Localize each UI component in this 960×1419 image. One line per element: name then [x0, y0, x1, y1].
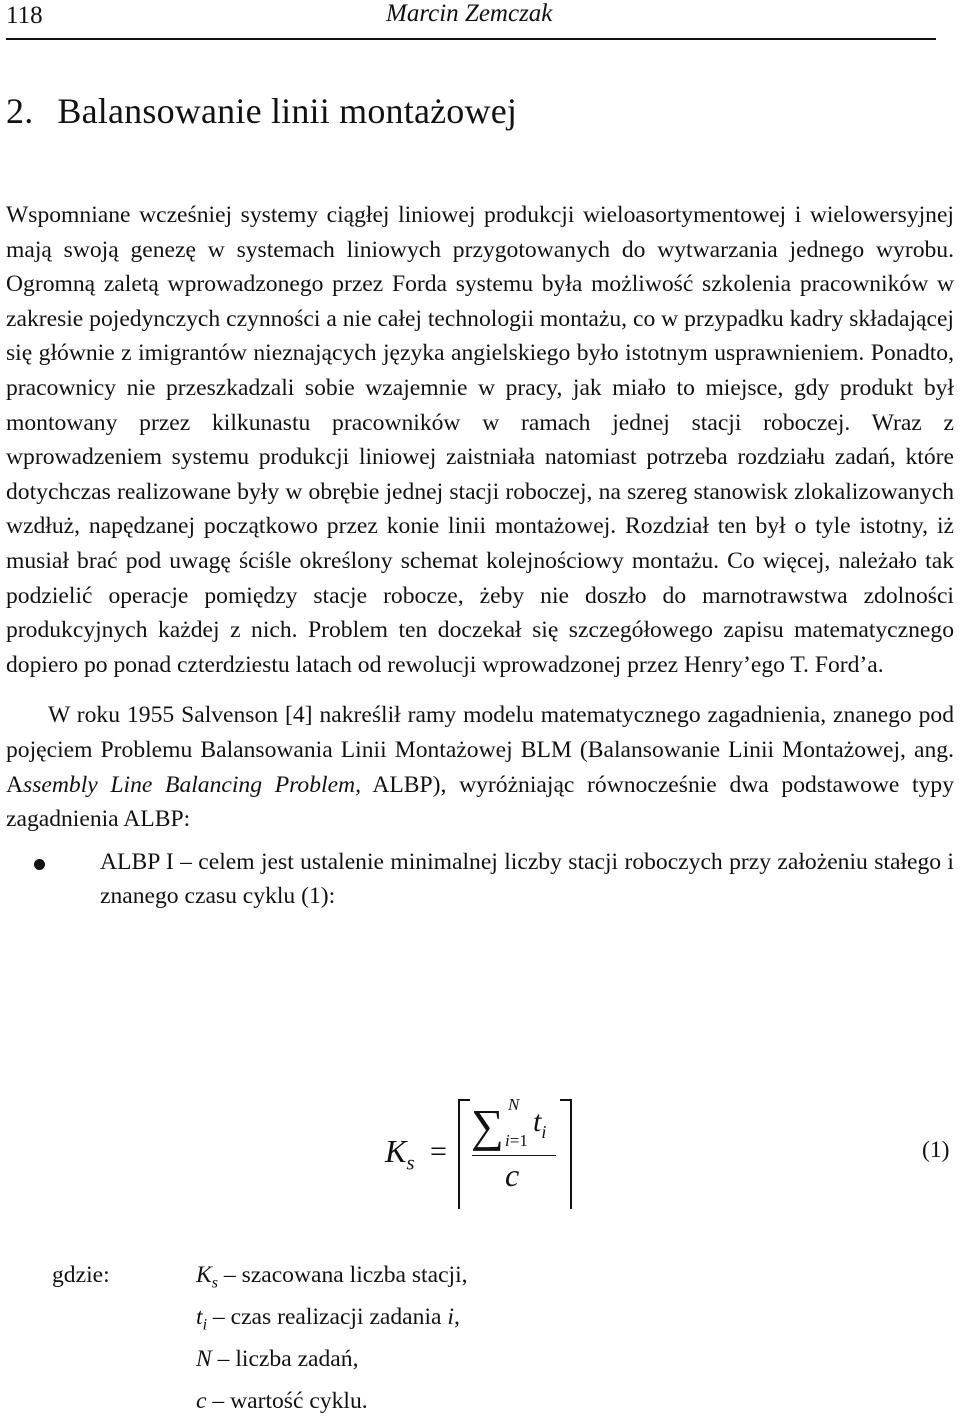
- sum-lower-limit: i=1: [505, 1131, 528, 1150]
- equation-1: [0, 1095, 960, 1215]
- sum-term: $t_i$: [533, 1105, 547, 1142]
- section-title-text: Balansowanie linii montażowej: [57, 91, 518, 131]
- running-header: [6, 0, 936, 40]
- section-number: 2.: [6, 91, 34, 131]
- page-number: 118: [6, 2, 43, 29]
- paragraph-2-italic: ssembly Line Balancing Problem,: [23, 771, 361, 798]
- equation-equals: =: [430, 1135, 447, 1168]
- legend-label: gdzie:: [52, 1262, 110, 1288]
- ceiling-bracket-left: [458, 1099, 470, 1209]
- paragraph-2-part1: W roku 1955 Salvenson [4] nakreślił ramy modelu matematycznego zagadnienia, znanego pod pojęciem Problemu Balansowania Linii Montażowej BLM (Balansowanie Linii Montażowej, ang. A: [6, 702, 954, 798]
- running-author: Marcin Zemczak: [386, 0, 553, 27]
- legend-row: $t_i$ – czas realizacji zadania i,: [196, 1304, 460, 1334]
- bullet-text: ALBP I – celem jest ustalenie minimalnej liczby stacji roboczych przy założeniu stałego i znanego czasu cyklu (1):: [100, 848, 954, 910]
- sum-upper-limit: N: [508, 1095, 520, 1114]
- body-text: [6, 198, 954, 914]
- legend-row: N – liczba zadań,: [196, 1346, 359, 1372]
- bullet-dot-icon: [34, 859, 45, 870]
- fraction-denominator: c: [505, 1157, 520, 1193]
- sum-sigma-icon: ∑: [471, 1100, 504, 1151]
- fraction-bar: [472, 1155, 556, 1156]
- paragraph-2: [6, 698, 954, 836]
- section-heading: [6, 90, 517, 132]
- bullet-item: [6, 845, 954, 914]
- paragraph-1: Wspomniane wcześniej systemy ciągłej liniowej produkcji wieloasortymentowej i wielowersyjnej mają swoją genezę w systemach liniowych przygotowanych do wytwarzania jednego wyrobu. Ogromną zaletą wprowadzonego przez Forda systemu była możliwość szkolenia pracowników w zakresie pojedynczych czynności a nie całej technologii montażu, co w przypadku kadry składającej się głównie z imigrantów nieznających języka angielskiego było istotnym usprawnieniem. Ponadto, pracownicy nie przeszkadzali sobie wzajemnie w pracy, jak miało to miejsce, gdy produkt był montowany przez kilkunastu pracowników w ramach jednej stacji roboczej. Wraz z wprowadzeniem systemu produkcji liniowej zaistniała natomiast potrzeba rozdziału zadań, które dotychczas realizowane były w obrębie jednej stacji roboczej, na szereg stanowisk zlokalizowanych wzdłuż, napędzanej początkowo przez konie linii montażowej. Rozdział ten był o tyle istotny, iż musiał brać pod uwagę ściśle określony schemat kolejnościowy montażu. Co więcej, należało tak podzielić operacje pomiędzy stacje robocze, żeby nie doszło do marnotrawstwa zdolności produkcyjnych każdej z nich. Problem ten doczekał się szczegółowego zapisu matematycznego dopiero po ponad czterdziestu latach od rewolucji wprowadzonej przez Henry’ego T. Ford’a.: [6, 202, 954, 678]
- equation-lhs: $K_s$: [385, 1133, 415, 1175]
- ceiling-bracket-right: [560, 1099, 572, 1209]
- bullet-list: [6, 845, 954, 914]
- legend-row: c – wartość cyklu.: [196, 1388, 368, 1414]
- paragraph-2-part2: ALBP), wyróżniając równocześnie dwa podstawowe typy zagadnienia ALBP:: [6, 771, 954, 833]
- legend-row: $K_s$ – szacowana liczba stacji,: [196, 1262, 468, 1292]
- equation-number: (1): [922, 1137, 950, 1163]
